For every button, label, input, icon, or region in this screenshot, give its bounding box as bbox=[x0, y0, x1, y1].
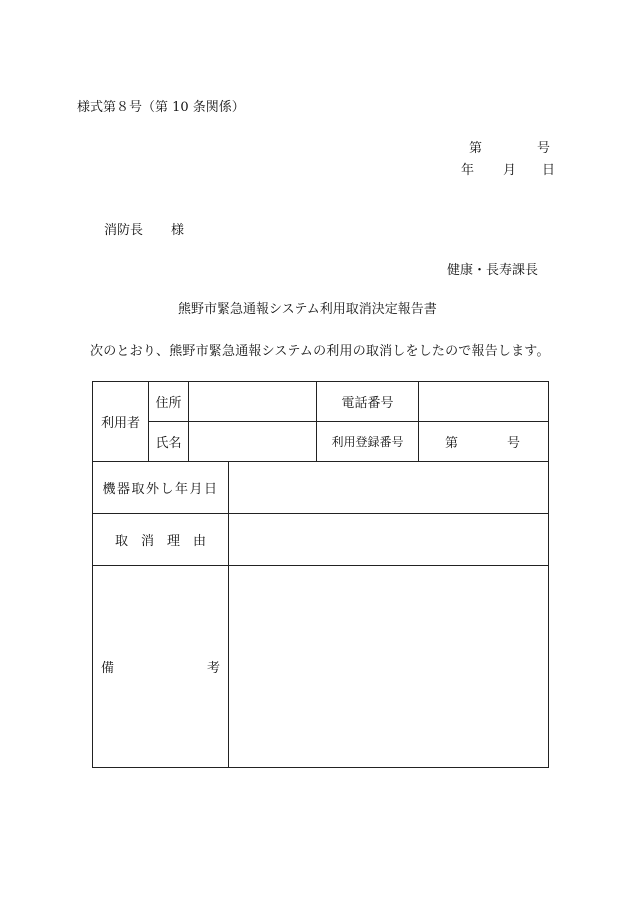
form-number: 様式第８号（第 10 条関係） bbox=[77, 100, 245, 115]
remarks-field[interactable] bbox=[229, 566, 549, 768]
phone-label: 電話番号 bbox=[317, 382, 419, 422]
registration-number-prefix: 第 bbox=[445, 436, 459, 451]
date-month-label: 月 bbox=[503, 163, 517, 178]
date-year-label: 年 bbox=[461, 163, 475, 178]
removal-date-label: 機器取外し年月日 bbox=[93, 462, 229, 514]
removal-date-field[interactable] bbox=[229, 462, 549, 514]
address-field[interactable] bbox=[189, 382, 317, 422]
cancellation-reason-label: 取 消 理 由 bbox=[93, 514, 229, 566]
user-label: 利用者 bbox=[93, 382, 149, 462]
remarks-label bbox=[93, 566, 229, 768]
address-label: 住所 bbox=[149, 382, 189, 422]
name-label: 氏名 bbox=[149, 422, 189, 462]
document-title: 熊野市緊急通報システム利用取消決定報告書 bbox=[178, 302, 437, 317]
cancellation-reason-field[interactable] bbox=[229, 514, 549, 566]
registration-number-label: 利用登録番号 bbox=[317, 422, 419, 462]
document-number-suffix: 号 bbox=[537, 141, 551, 156]
name-field[interactable] bbox=[189, 422, 317, 462]
remarks-label-right: 考 bbox=[206, 661, 220, 676]
date-day-label: 日 bbox=[542, 163, 556, 178]
addressee-honorific: 様 bbox=[171, 223, 185, 238]
sender-name: 健康・長寿課長 bbox=[447, 263, 539, 278]
body-text: 次のとおり、熊野市緊急通報システムの利用の取消しをしたので報告します。 bbox=[90, 344, 550, 359]
remarks-label-left: 備 bbox=[101, 661, 115, 676]
document-number-prefix: 第 bbox=[469, 141, 483, 156]
phone-field[interactable] bbox=[419, 382, 549, 422]
report-table bbox=[92, 381, 549, 768]
addressee-title: 消防長 bbox=[104, 223, 144, 238]
registration-number-suffix: 号 bbox=[506, 436, 520, 451]
registration-number-field[interactable] bbox=[419, 422, 549, 462]
